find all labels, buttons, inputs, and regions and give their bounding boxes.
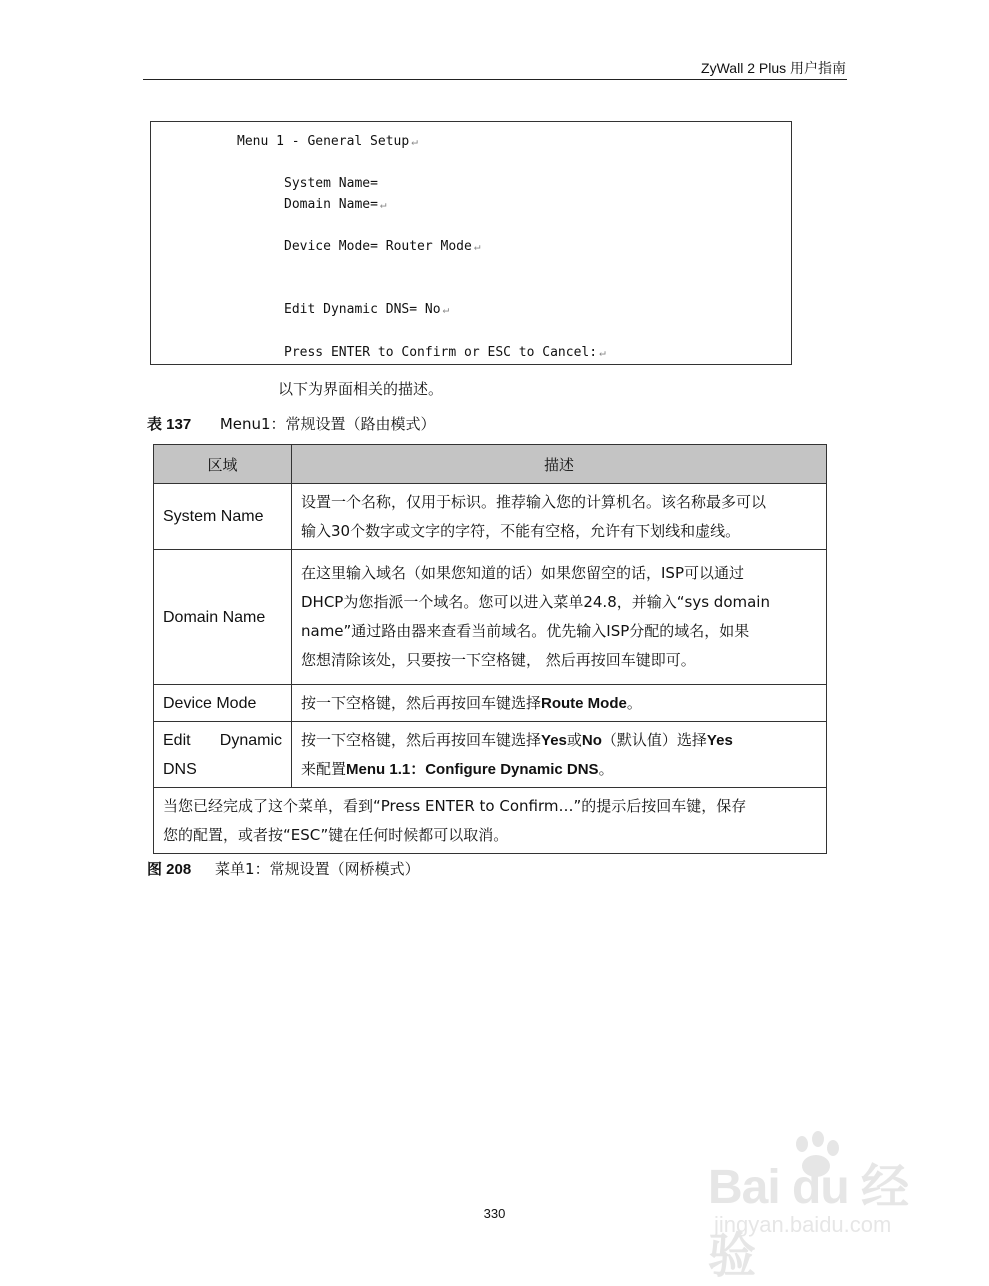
terminal-system-name: System Name= (284, 176, 378, 191)
column-header-area: 区域 (154, 445, 292, 484)
page-header-title: ZyWall 2 Plus 用户指南 (701, 60, 846, 76)
terminal-prompt: Press ENTER to Confirm or ESC to Cancel: ↵ (284, 345, 606, 360)
area-device-mode: Device Mode (154, 685, 292, 722)
description-line: 来配置Menu 1.1：Configure Dynamic DNS。 (301, 759, 614, 778)
terminal-domain-name: Domain Name= ↵ (284, 197, 387, 212)
description-device-mode: 按一下空格键，然后再按回车键选择Route Mode。 (292, 685, 827, 722)
table-caption (147, 413, 436, 434)
watermark-brand: Bai du 经验 (708, 1161, 909, 1283)
page-number: 330 (483, 1206, 506, 1221)
baidu-jingyan-watermark (700, 1130, 940, 1283)
table-row (154, 722, 827, 788)
terminal-device-mode: Device Mode= Router Mode ↵ (284, 239, 481, 254)
terminal-screen (150, 121, 792, 365)
table-note: 当您已经完成了这个菜单，看到“Press ENTER to Confirm…”的提示后按回车键，保存 您的配置，或者按“ESC”键在任何时候都可以取消。 (154, 788, 827, 854)
description-line: name”通过路由器来查看当前域名。优先输入ISP分配的域名，如果 (301, 622, 750, 640)
table-header-row (154, 445, 827, 484)
figure-caption (147, 858, 420, 879)
description-system-name (292, 484, 827, 550)
return-icon: ↵ (473, 240, 481, 253)
return-icon: ↵ (411, 135, 418, 148)
description-line: 您想清除该处，只要按一下空格键， 然后再按回车键即可。 (301, 651, 696, 669)
table-note-row (154, 788, 827, 854)
table-caption-label: 表 137 (147, 416, 192, 433)
description-line: DHCP为您指派一个域名。您可以进入菜单24.8，并输入“sys domain (301, 593, 770, 611)
description-line: 输入30个数字或文字的字符，不能有空格，允许有下划线和虚线。 (301, 521, 741, 540)
watermark-url: jingyan.baidu.com (714, 1212, 892, 1237)
figure-caption-text: 菜单1：常规设置（网桥模式） (215, 860, 420, 878)
description-table (153, 444, 827, 854)
table-caption-text: Menu1：常规设置（路由模式） (219, 415, 436, 433)
return-icon: ↵ (599, 346, 606, 359)
intro-text: 以下为界面相关的描述。 (278, 380, 444, 398)
description-edit-dynamic-dns (292, 722, 827, 788)
terminal-edit-dns: Edit Dynamic DNS= No ↵ (284, 302, 450, 317)
figure-caption-label: 图 208 (147, 861, 192, 878)
table-row (154, 484, 827, 550)
area-domain-name: Domain Name (154, 550, 292, 685)
area-system-name: System Name (154, 484, 292, 550)
description-line: 设置一个名称，仅用于标识。推荐输入您的计算机名。该名称最多可以 (301, 492, 767, 511)
table-row (154, 550, 827, 685)
table-row (154, 685, 827, 722)
paw-icon (788, 1130, 844, 1186)
return-icon: ↵ (379, 198, 387, 211)
column-header-description: 描述 (292, 445, 827, 484)
area-edit-dynamic-dns: Edit Dynamic DNS (154, 722, 292, 788)
return-icon: ↵ (442, 303, 450, 316)
description-line: 在这里输入域名（如果您知道的话）如果您留空的话，ISP可以通过 (301, 564, 744, 582)
header-rule (143, 79, 847, 80)
description-line: 按一下空格键，然后再按回车键选择Yes或No（默认值）选择Yes (301, 730, 733, 749)
terminal-title: Menu 1 - General Setup ↵ (237, 134, 418, 149)
description-domain-name (292, 550, 827, 685)
